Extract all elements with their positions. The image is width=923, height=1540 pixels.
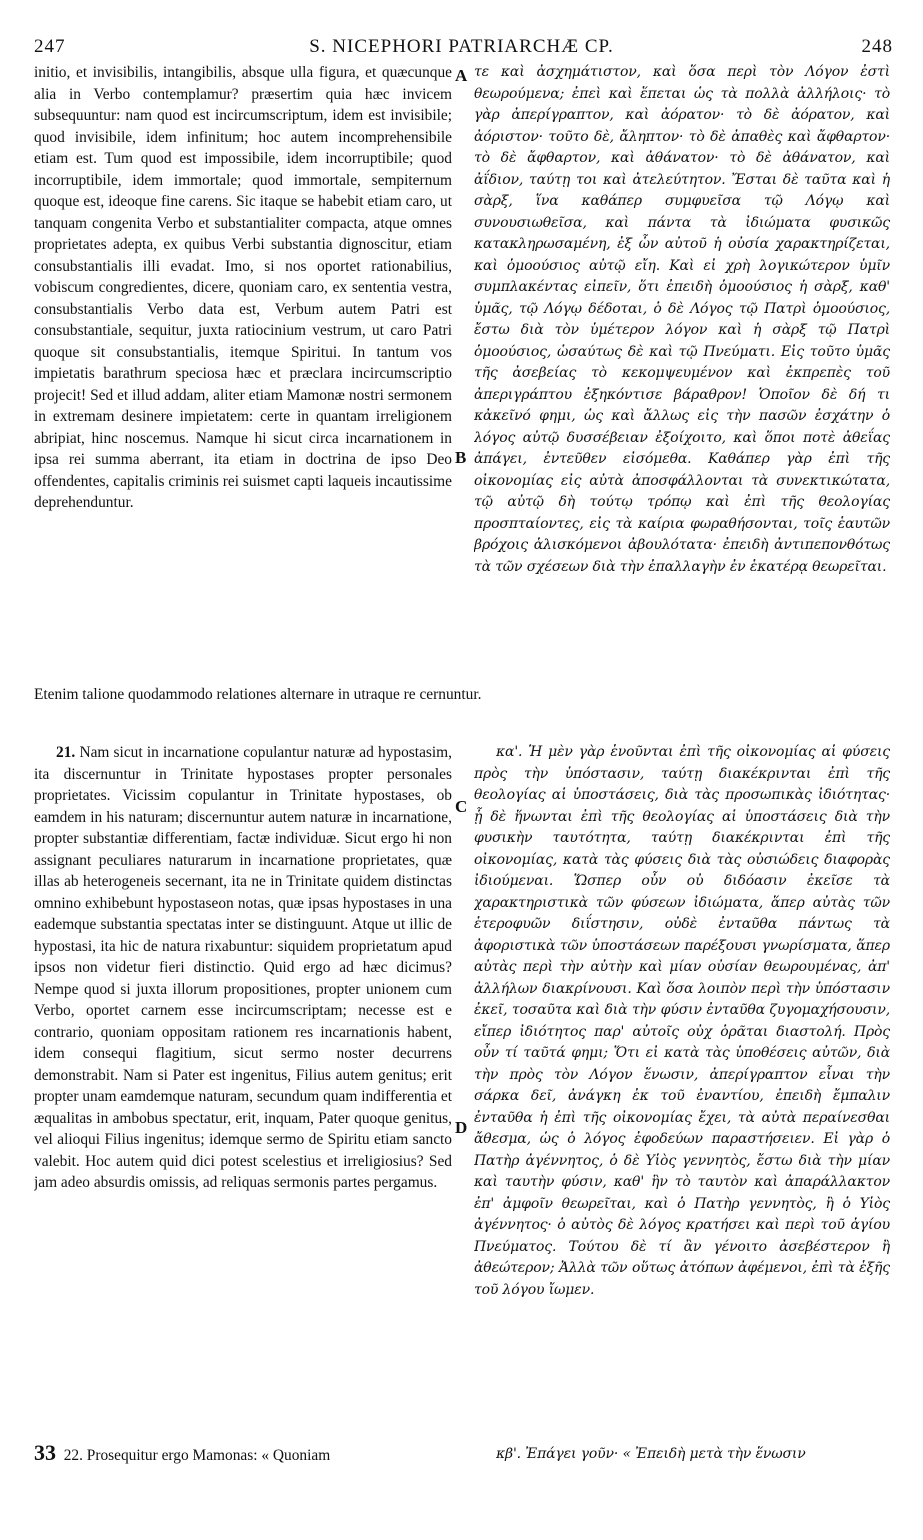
latin-column-upper <box>34 62 452 686</box>
margin-letter-b: B <box>455 448 467 467</box>
margin-letter-a: A <box>455 66 468 85</box>
latin-section-22-start: 33 22. Prosequitur ergo Mamonas: « Quoniam <box>34 1442 331 1465</box>
greek-section-21: κα'. Ἡ μὲν γὰρ ἑνοῦνται ἐπὶ τῆς οἰκονομίας αἱ φύσεις πρὸς τὴν ὑπόστασιν, ταύτῃ διακέκρινται ἐπὶ τῆς θεολογίας αἱ ὑποστάσεις, διὰ τὰς προσωπικὰς ἰδιότητας· ᾗ δὲ ἥνωνται ἐπὶ τῆς θεολογίας αἱ ὑποστάσεις διὰ τὴν φυσικὴν ταυτότητα, ταύτῃ διακέκρινται ἐπὶ τῆς οἰκονομίας, κατὰ τὰς φύσεις διὰ τὰς οὐσιώδεις διαφορὰς ἰδιούμεναι. Ὥσπερ οὖν οὐ διδόασιν ἐκεῖσε τὰ χαρακτηριστικὰ τῶν φύσεων ἰδιώματα, ἅπερ αὐτὰς τῶν ἑτεροφυῶν διΐστησιν, οὐδὲ ἐνταῦθα πάντως τὰ ἀφοριστικὰ τῶν ὑποστάσεων παρέξουσι γνωρίσματα, ἅπερ αὐτὰς περὶ τὴν αὐτὴν καὶ μίαν οὐσίαν θεωρουμένας, ἀπ' ἀλλήλων διακρίνουσι. Καὶ ὅσα λοιπὸν περὶ τὴν ὑπόστασιν ἐκεῖ, τοσαῦτα καὶ διὰ τὴν φύσιν ἐνταῦθα ζυγομαχήσουσιν, εἴπερ ἰδιότητος παρ' αὐτοῖς οὐχ ὁρᾶται διαστολή. Πρὸς οὖν τί ταῦτά φημι; Ὅτι εἰ κατὰ τὰς ὑποθέσεις αὐτῶν, διὰ τὴν πρὸς τὸν Λόγον ἕνωσιν, ἀπερίγραπτον εἶναι τὴν σάρκα δεῖ, ἀνάγκη ἐκ τοῦ ἐναντίου, ἐπειδὴ ἔμπαλιν ἐνταῦθα ἡ ἐπὶ τῆς οἰκονομίας ἔχει, τὰ αὐτὰ περαίνεσθαι ἄθεσμα, ὡς ὁ λόγος ἐφοδεύων παραστήσειεν. Εἰ γὰρ ὁ Πατὴρ ἀγέννητος, ὁ δὲ Υἱὸς γεννητὸς, ἔστω διὰ τὴν μίαν καὶ ταυτὴν φύσιν, καθ' ἣν τὸ ταυτὸν καὶ ἀπαράλλακτον ἐπ' ἀμφοῖν θεωρεῖται, καὶ ὁ Πατὴρ γεννητὸς, ἢ ὁ Υἱὸς ἀγέννητος· ὁ αὐτὸς δὲ λόγος κρατήσει καὶ περὶ τοῦ ἁγίου Πνεύματος. Τούτου δὲ τί ἂν γένοιτο ἀσεβέστερον ἢ ἀθεώτερον; Ἀλλὰ τῶν οὕτως ἀτόπων ἀφέμενοι, ἐπὶ τὰ ἑξῆς τοῦ λόγου ἴωμεν. <box>474 744 890 1298</box>
running-header <box>0 36 923 60</box>
greek-column-upper <box>474 62 890 686</box>
latin-section-21: 21. Nam sicut in incarnatione copulantur naturæ ad hypostasim, ita discernuntur in Trinitate hypostases propter personales proprietates. Vicissim copulantur in Trinitate hypostases, ob eamdem in his naturam; discernuntur autem naturæ in incarnatione, propter substantiæ differentiam, factæ individuæ. Sicut ergo hi non assignant peculiares naturarum in incarnatione proprietates, quæ illas ab heterogeneis secernant, ita ne in Trinitate quidem distinctas omnino exhibebunt hypostaseon notas, quæ ipsas hypostases in una eademque substantia spectatas inter se distinguunt. Atque ut illic de hypostasi, ita hic de natura rixabuntur: siquidem proprietatum apud ipsos non videtur fieri distinctio. Quid ergo ad hæc dicimus? Nempe quod si juxta illorum propositiones, propter unionem cum Verbo, oportet carnem esse incircumscriptam; necesse est e contrario, quoniam oppositam rationem res incarnationis habent, idem consequi flagitium, sicut sermo noster decurrens demonstrabit. Nam si Pater est ingenitus, Filius autem genitus; erit propter unam eamdemque naturam, secundum quam indifferentia et æqualitas in ambobus spectatur, erit, inquam, Pater quoque genitus, vel alioqui Filius ingenitus; idemque sermo de Spiritu etiam sancto valebit. Hoc autem quid dici potest scelestius et irreligiosius? Sed jam adeo absurdis omissis, ad reliquas sermonis partes pergamus. <box>34 744 452 1191</box>
page-number-right: 248 <box>861 36 893 57</box>
latin-paragraph: initio, et invisibilis, intangibilis, absque ulla figura, et quæcunque alia in Verbo contemplamur? præsertim quia hæc invicem subsequuntur: nam quod est incircumscriptum, idem est invisibile; quod invisibile, idem infinitum; hoc autem incomprehensibile etiam est. Tum quod est impossibile, idem incorruptibile; quod incorruptibile, idem immortale; quod immortale, sempiternum quoque est, ideoque fine carens. Sic itaque se habebit etiam caro, ut tanquam congenita Verbo et substantialiter compacta, atque omnes proprietates adepta, ex quibus Verbi substantia dignoscitur, etiam consubstantialis illi evadat. Imo, si nos oportet rationabilius, vobiscum congredientes, dicere, quoniam caro, ex sententia vestra, consubstantialis Verbo data est, Verbum autem Patri est consubstantiale, sequitur, juxta ratiocinium vestrum, ut caro Patri quoque sit consubstantialis, itemque Spiritui. In tantum vos impietatis barathrum speciosa hæc et præclara incircumscriptio projecit! Sed et illud addam, aliter etiam Mamonæ nostri sermonem in extremam desinere impietatem: certe in quantam irreligionem abripiat, hinc noscemus. Namque hi sicut circa incarnationem in ipsa rei summa aberrant, ita etiam in doctrina de ipso Deo offendentes, capitalis criminis rei suismet capti laqueis incautissime deprehenduntur. <box>34 64 452 511</box>
section-number-greek: κα'. <box>496 744 523 760</box>
bridging-line: Etenim talione quodammodo relationes alternare in utraque re cernuntur. <box>34 686 482 703</box>
greek-column-section-21 <box>474 742 890 1437</box>
greek-section-22-start: κβ'. Ἐπάγει γοῦν· « Ἐπειδὴ μετὰ τὴν ἕνωσιν <box>496 1446 806 1462</box>
margin-letter-d: D <box>455 1118 468 1137</box>
column-marker: 33 <box>34 1442 56 1465</box>
running-title: S. NICEPHORI PATRIARCHÆ CP. <box>309 36 614 57</box>
section-number-latin: 21. <box>56 744 76 761</box>
greek-paragraph: τε καὶ ἀσχημάτιστον, καὶ ὅσα περὶ τὸν Λόγον ἐστὶ θεωρούμενα; ἐπεὶ καὶ ἕπεται ὡς τὰ πολλὰ ἀλλήλοις· τὸ γὰρ ἀπερίγραπτον, καὶ ἀόρατον· τὸ δὲ ἀόρατον, καὶ ἀόριστον· τοῦτο δὲ, ἄληπτον· τὸ δὲ ἀπαθὲς καὶ ἄφθαρτον· τὸ δὲ ἄφθαρτον, καὶ ἀθάνατον· τὸ δὲ ἀθάνατον, καὶ ἀΐδιον, ταύτῃ τοι καὶ ἀτελεύτητον. Ἔσται δὲ ταῦτα καὶ ἡ σὰρξ, ἵνα καθάπερ συμφυεῖσα τῷ Λόγῳ καὶ συνουσιωθεῖσα, καὶ πάντα τὰ ἰδιώματα φυσικῶς κατακληρωσαμένη, ἐξ ὧν αὐτοῦ ἡ οὐσία χαρακτηρίζεται, καὶ ὁμοούσιος αὐτῷ εἴη. Καὶ εἰ χρὴ λογικώτερον ὑμῖν συμπλακέντας εἰπεῖν, ὅτι ἐπειδὴ ὁμοούσιος ἡ σὰρξ, καθ' ὑμᾶς, τῷ Λόγῳ δέδοται, ὁ δὲ Λόγος τῷ Πατρὶ ὁμοούσιος, ἔστω διὰ τὸν ὑμέτερον λόγον καὶ ἡ σὰρξ τῷ Πατρὶ ὁμοούσιος, ὡσαύτως δὲ καὶ τῷ Πνεύματι. Εἰς τοῦτο ὑμᾶς τῆς ἀσεβείας τὸ κεκομψευμένον καὶ ἐκπρεπὲς τοῦ ἀπεριγράπτου ἐξηκόντισε βάραθρον! Ὁποῖον δὲ δή τι κἀκεῖνό φημι, ὡς καὶ ἄλλως εἰς τὴν πασῶν ἐσχάτην ὁ λόγος αὐτῷ δυσσέβειαν ἐξοίχοιτο, καὶ ὅποι ποτὲ ἀθεΐας ἀπάγει, ἐντεῦθεν εἰσόμεθα. Καθάπερ γὰρ ἐπὶ τῆς οἰκονομίας εἰς αὐτὰ ἀποσφάλλονται τὰ συνεκτικώτατα, τῷ αὐτῷ δὴ τούτῳ τρόπῳ καὶ ἐπὶ τῆς θεολογίας προσπταίοντες, εἰς τὰ καίρια φωραθήσονται, τοῖς ἑαυτῶν βρόχοις ἁλισκόμενοι ἀβουλότατα· ἐπειδὴ ἀντιπεπονθότως τὰ τῶν σχέσεων διὰ τὴν ἐπαλλαγὴν ἐν ἑκατέρᾳ θεωρεῖται. <box>474 64 890 575</box>
latin-column-section-21 <box>34 742 452 1437</box>
page-number-left: 247 <box>34 36 66 57</box>
margin-letter-c: C <box>455 797 468 816</box>
